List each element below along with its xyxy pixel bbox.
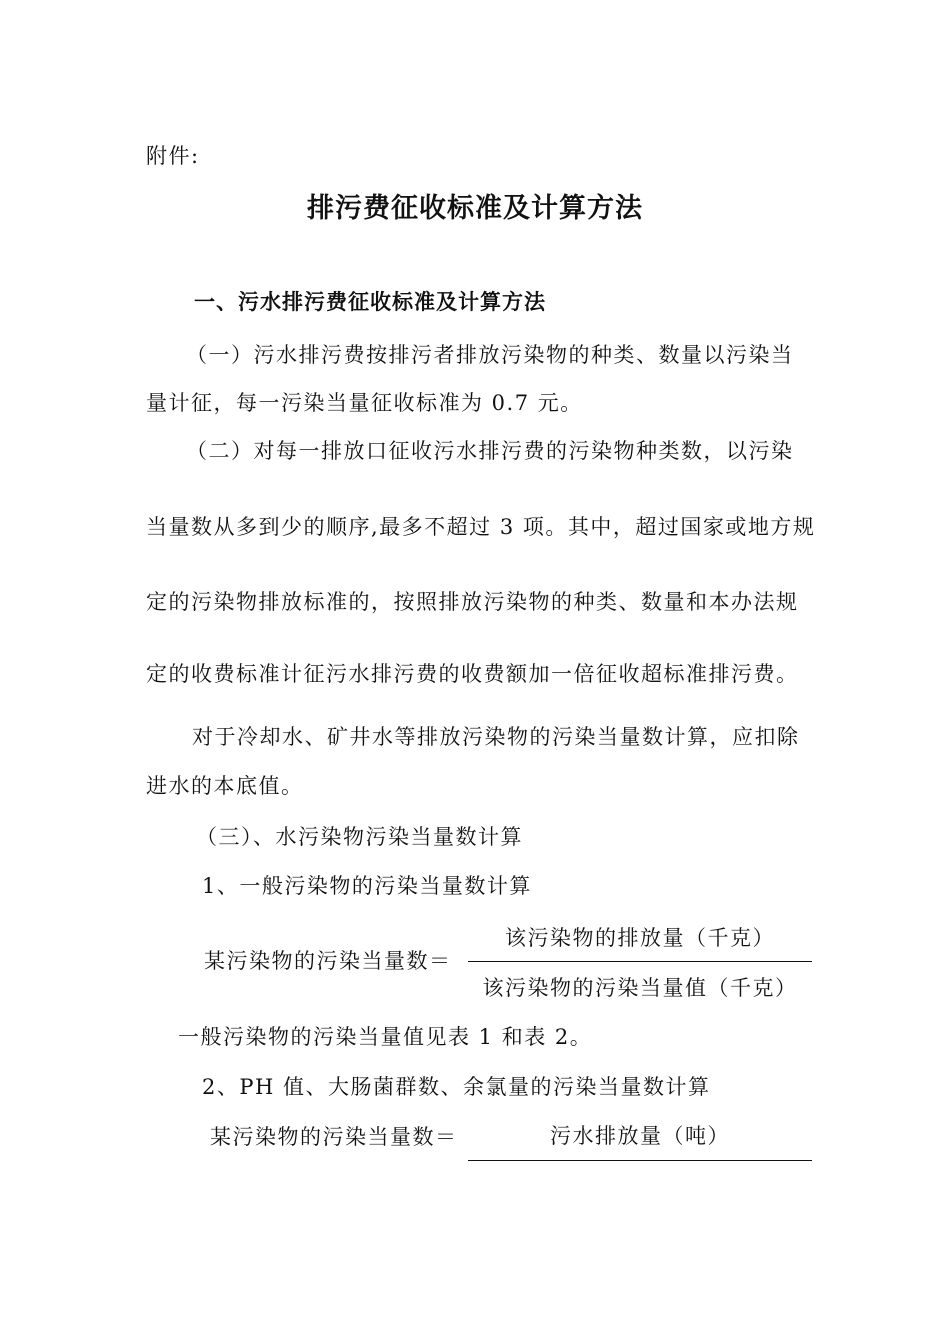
para2-line1: （二）对每一排放口征收污水排污费的污染物种类数，以污染 [186,439,794,463]
sub3-heading: （三）、水污染物污染当量数计算 [196,825,523,849]
para2-line4: 定的收费标准计征污水排污费的收费额加一倍征收超标准排污费。 [146,662,799,686]
formula2-numerator: 污水排放量（吨） [550,1124,730,1148]
page-title: 排污费征收标准及计算方法 [307,193,643,224]
para2-line3: 定的污染物排放标准的，按照排放污染物的种类、数量和本办法规 [146,590,799,614]
para3-line2: 进水的本底值。 [146,774,304,798]
para1-line2: 量计征，每一污染当量征收标准为 0.7 元。 [146,391,583,415]
para2-line2: 当量数从多到少的顺序,最多不超过 3 项。其中，超过国家或地方规 [146,515,816,539]
formula1-lhs: 某污染物的污染当量数＝ [204,949,452,973]
formula1-fraction-bar [468,961,812,962]
para3-line1: 对于冷却水、矿井水等排放污染物的污染当量数计算，应扣除 [192,725,800,749]
formula1-numerator: 该污染物的排放量（千克） [505,926,775,950]
formula1-denominator: 该污染物的污染当量值（千克） [482,976,798,1000]
attachment-label: 附件: [146,144,200,168]
item1-heading: 1、一般污染物的污染当量数计算 [202,874,532,898]
section1-heading: 一、污水排污费征收标准及计算方法 [194,290,546,314]
formula2-fraction-bar [468,1160,812,1161]
para1-line1: （一）污水排污费按排污者排放污染物的种类、数量以污染当 [186,343,794,367]
item2-heading: 2、PH 值、大肠菌群数、余氯量的污染当量数计算 [202,1075,711,1099]
note1: 一般污染物的污染当量值见表 1 和表 2。 [178,1025,593,1049]
formula2-lhs: 某污染物的污染当量数＝ [210,1125,458,1149]
